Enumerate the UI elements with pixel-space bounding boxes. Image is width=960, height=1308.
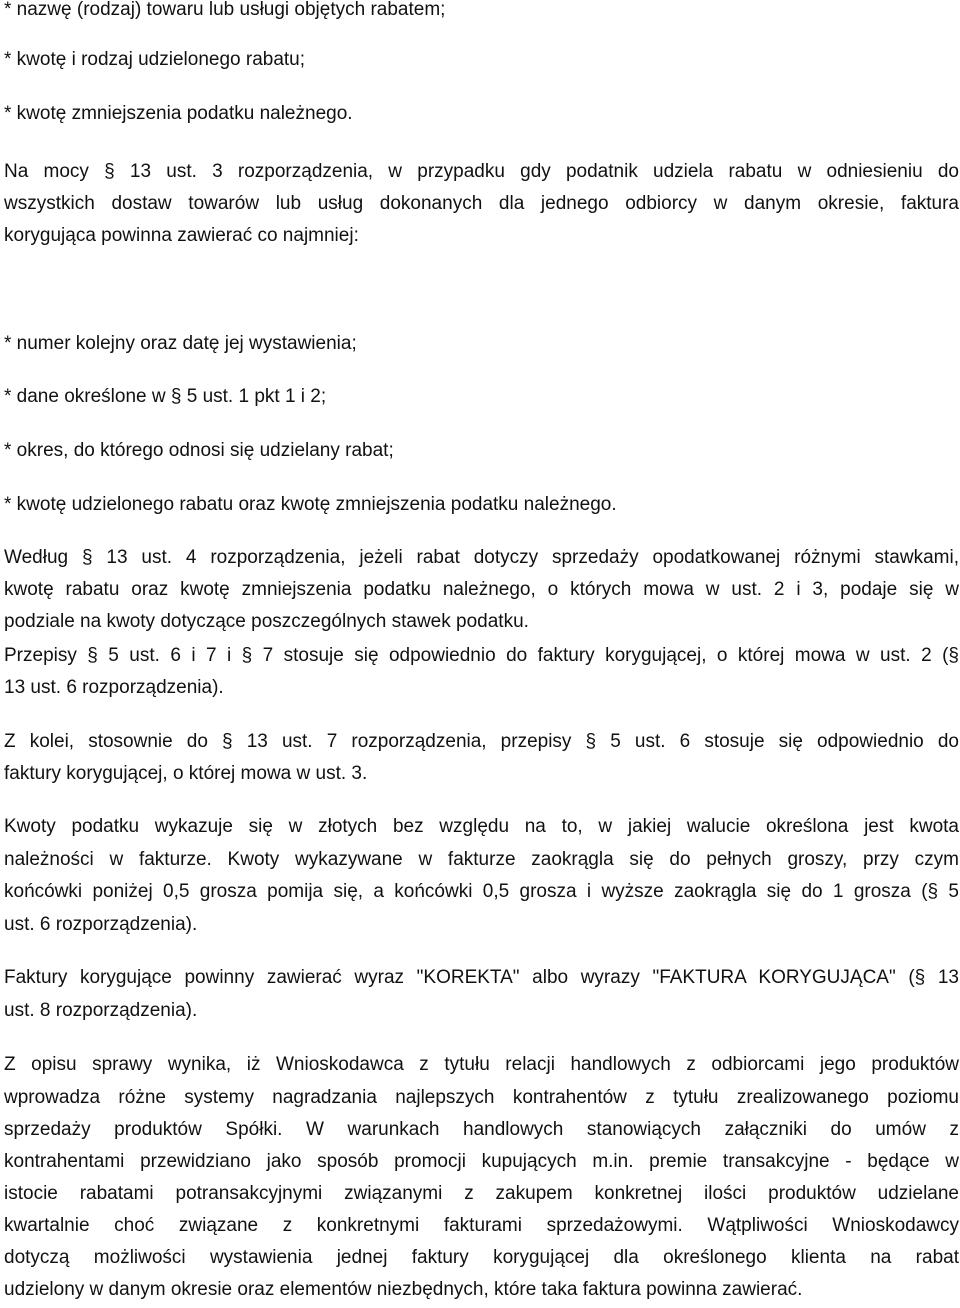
paragraph-line: Z opisu sprawy wynika, iż Wnioskodawca z tytułu relacji handlowych z odbiorcami jego produktów — [4, 1054, 959, 1075]
paragraph-line: 13 ust. 6 rozporządzenia). — [4, 677, 224, 698]
paragraph-line: należności w fakturze. Kwoty wykazywane w fakturze zaokrągla się do pełnych groszy, przy czym — [4, 849, 959, 870]
paragraph-line: wprowadza różne systemy nagradzania najlepszych kontrahentów z tytułu zrealizowanego poziomu — [4, 1087, 959, 1108]
paragraph-line: wszystkich dostaw towarów lub usług dokonanych dla jednego odbiorcy w danym okresie, faktura — [4, 193, 959, 214]
paragraph-line: Kwoty podatku wykazuje się w złotych bez względu na to, w jakiej walucie określona jest kwota — [4, 816, 959, 837]
paragraph-line: kwartalnie choć związane z konkretnymi fakturami sprzedażowymi. Wątpliwości Wnioskodawcy — [4, 1215, 959, 1236]
paragraph-line: Na mocy § 13 ust. 3 rozporządzenia, w przypadku gdy podatnik udziela rabatu w odniesieniu do — [4, 161, 959, 182]
paragraph-line: ust. 6 rozporządzenia). — [4, 914, 198, 935]
list-item-number-date: * numer kolejny oraz datę jej wystawienia; — [4, 333, 357, 354]
paragraph-line: sprzedaży produktów Spółki. W warunkach handlowych stanowiących załączniki do umów z — [4, 1119, 959, 1140]
list-item-rebate-tax: * kwotę udzielonego rabatu oraz kwotę zmniejszenia podatku należnego. — [4, 494, 617, 515]
paragraph-line: istocie rabatami potransakcyjnymi związanymi z zakupem konkretnej ilości produktów udzielane — [4, 1183, 959, 1204]
paragraph-line: korygująca powinna zawierać co najmniej: — [4, 225, 359, 246]
paragraph-line: faktury korygującej, o której mowa w ust. 3. — [4, 763, 368, 784]
paragraph-line: kwotę rabatu oraz kwotę zmniejszenia podatku należnego, o których mowa w ust. 2 i 3, podaje się w — [4, 579, 959, 600]
paragraph-line: kontrahentami przewidziano jako sposób promocji kupujących m.in. premie transakcyjne - będące w — [4, 1151, 959, 1172]
list-item-goods-name: * nazwę (rodzaj) towaru lub usługi objętych rabatem; — [4, 0, 446, 20]
paragraph-line: Z kolei, stosownie do § 13 ust. 7 rozporządzenia, przepisy § 5 ust. 6 stosuje się odpowiednio do — [4, 731, 959, 752]
paragraph-line: ust. 8 rozporządzenia). — [4, 1000, 198, 1021]
paragraph-line: Faktury korygujące powinny zawierać wyraz "KOREKTA" albo wyrazy "FAKTURA KORYGUJĄCA" (§ 13 — [4, 967, 959, 988]
list-item-period: * okres, do którego odnosi się udzielany rabat; — [4, 440, 394, 461]
paragraph-line: dotyczą możliwości wystawienia jednej faktury korygującej dla określonego klienta na rabat — [4, 1247, 959, 1268]
list-item-tax-reduction: * kwotę zmniejszenia podatku należnego. — [4, 103, 353, 124]
paragraph-line: końcówki poniżej 0,5 grosza pomija się, a końcówki 0,5 grosza i wyższe zaokrągla się do 1 grosza (§ 5 — [4, 881, 959, 902]
paragraph-line: Przepisy § 5 ust. 6 i 7 i § 7 stosuje się odpowiednio do faktury korygującej, o której mowa w ust. 2 (§ — [4, 645, 959, 666]
paragraph-line: udzielony w danym okresie oraz elementów niezbędnych, które taka faktura powinna zawierać. — [4, 1279, 803, 1300]
paragraph-line: podziale na kwoty dotyczące poszczególnych stawek podatku. — [4, 611, 529, 632]
paragraph-line: Według § 13 ust. 4 rozporządzenia, jeżeli rabat dotyczy sprzedaży opodatkowanej różnymi stawkami, — [4, 547, 959, 568]
list-item-rebate-amount: * kwotę i rodzaj udzielonego rabatu; — [4, 49, 306, 70]
list-item-data: * dane określone w § 5 ust. 1 pkt 1 i 2; — [4, 386, 327, 407]
